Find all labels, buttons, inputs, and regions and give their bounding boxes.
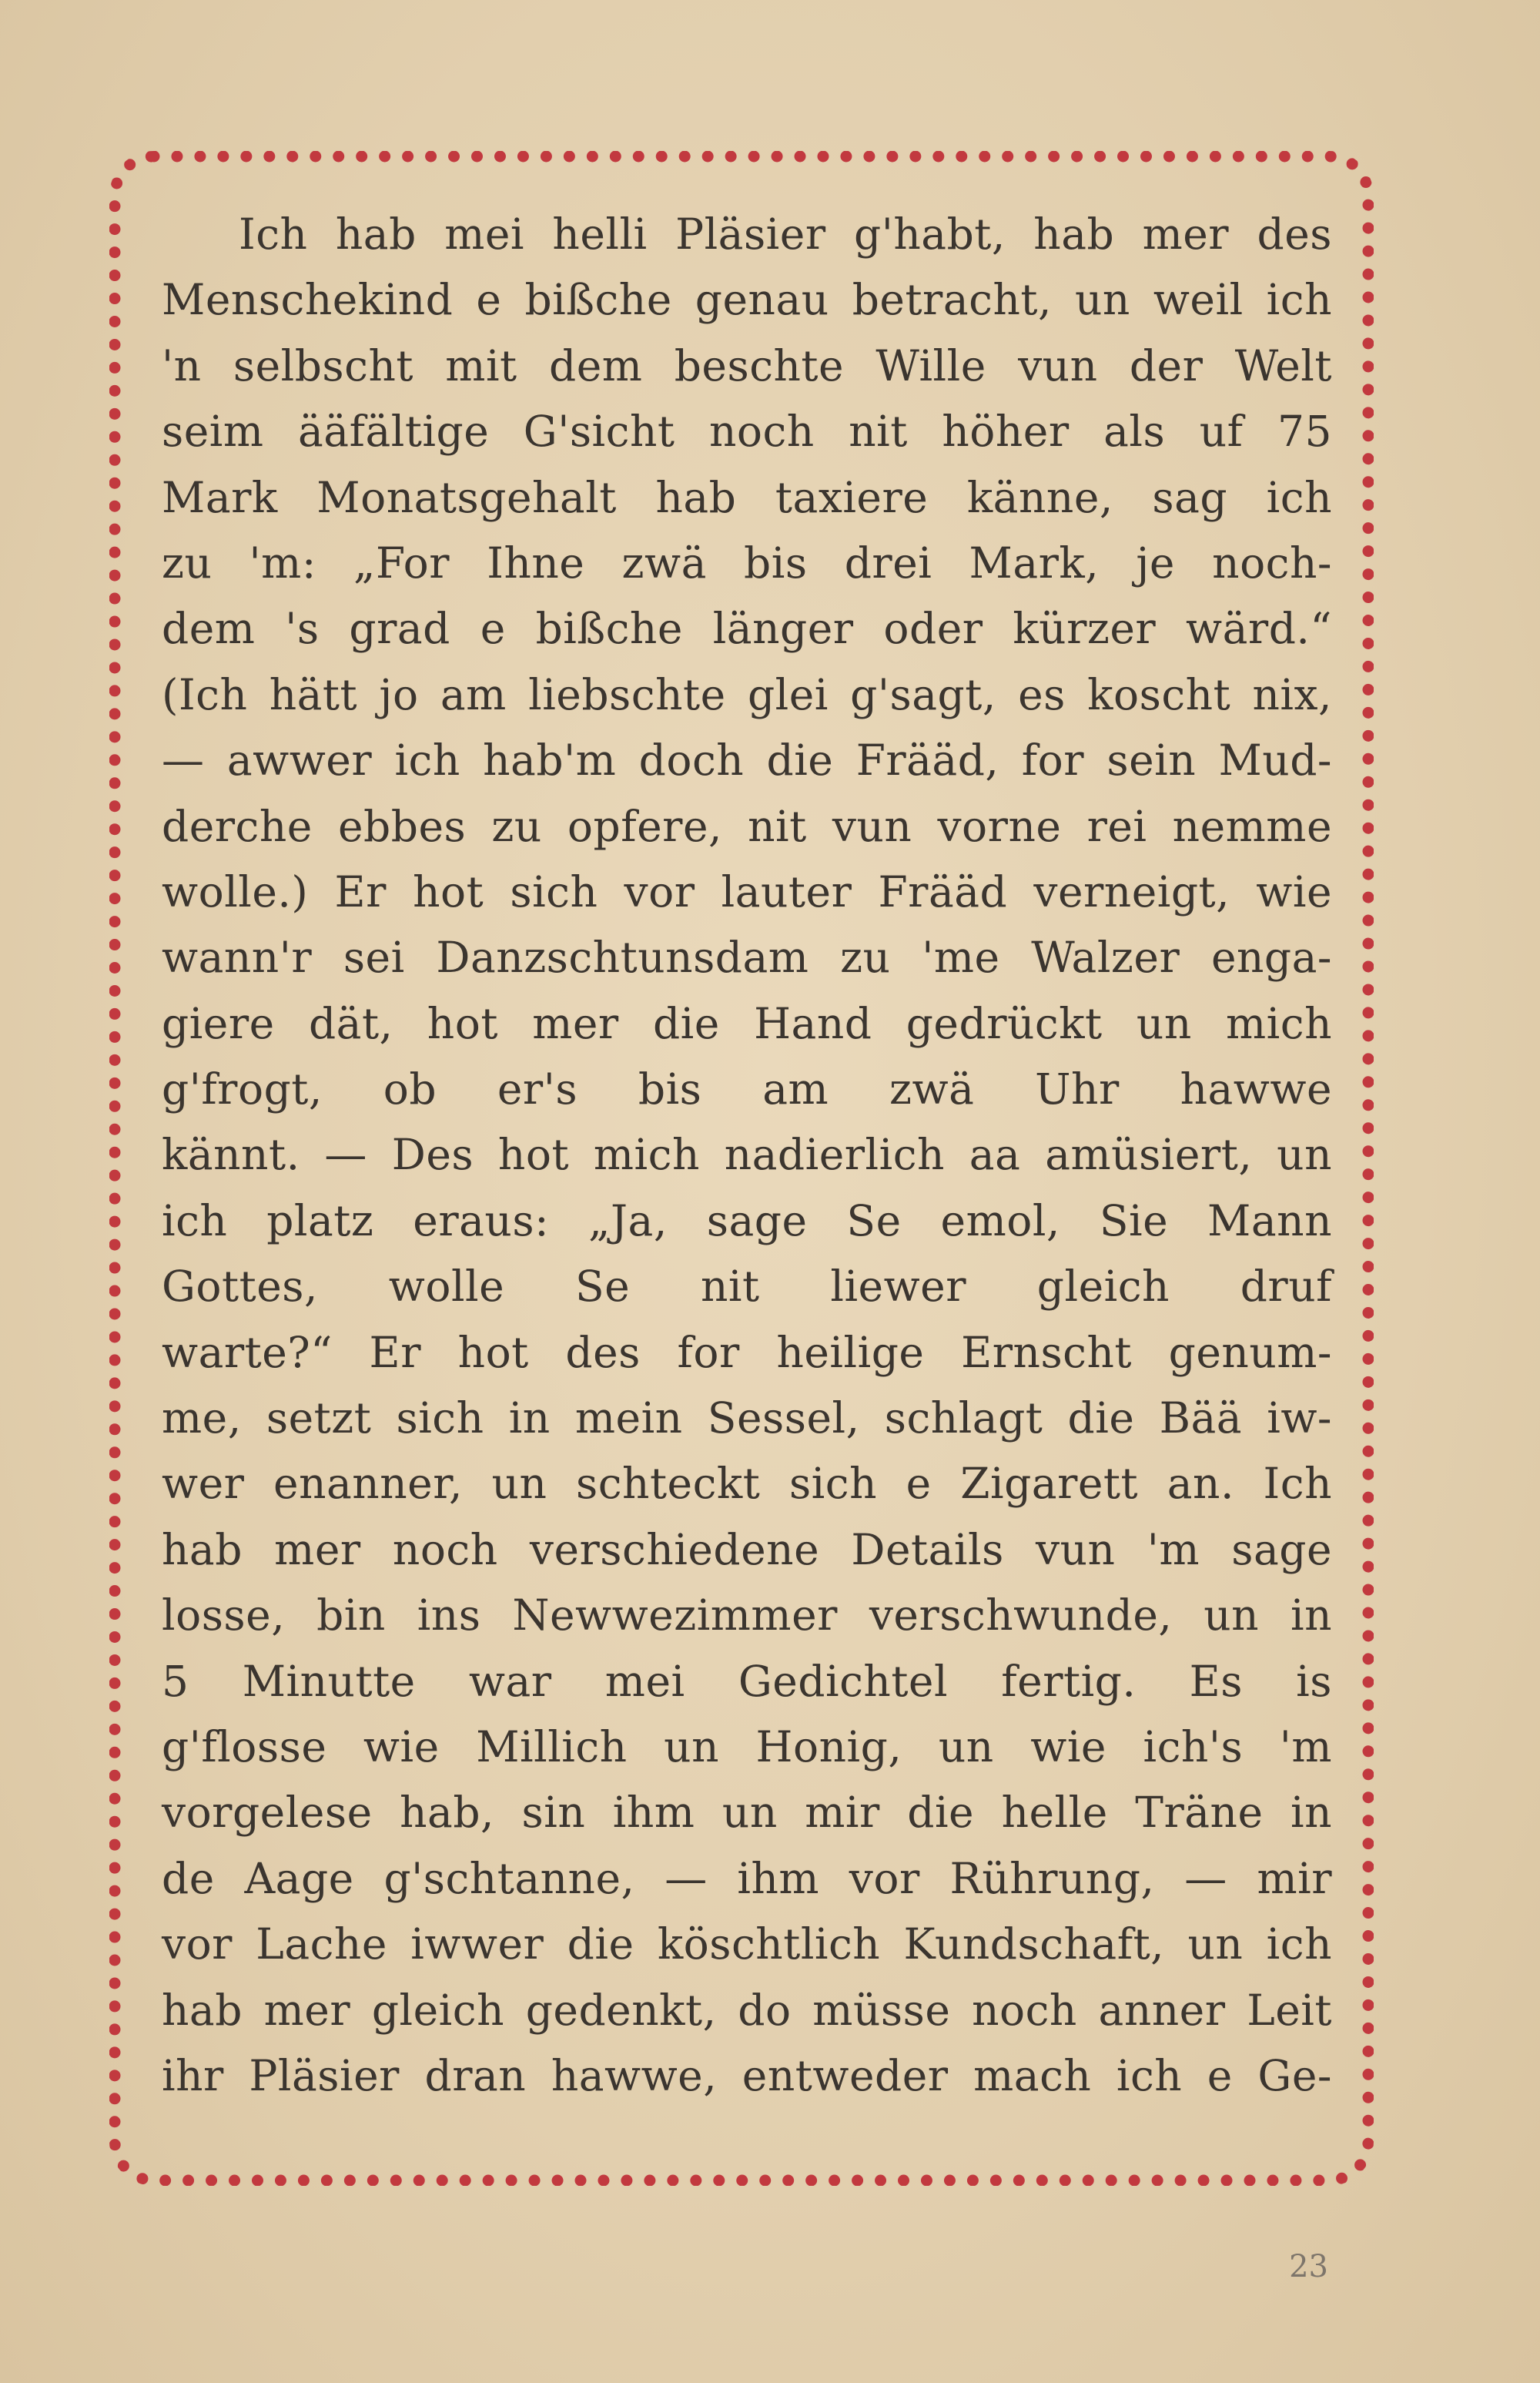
text-line: vor Lache iwwer die köschtlich Kundschaft, un ich <box>162 1919 1332 1969</box>
text-line: derche ebbes zu opfere, nit vun vorne rei nemme <box>162 801 1332 851</box>
text-line: vorgelese hab, sin ihm un mir die helle Träne in <box>162 1788 1332 1838</box>
text-line: Menschekind e bißche genau betracht, un weil ich <box>162 275 1332 325</box>
text-line: wann'r sei Danzschtunsdam zu 'me Walzer enga- <box>162 933 1332 983</box>
text-line: hab mer gleich gedenkt, do müsse noch anner Leit <box>162 1985 1332 2035</box>
text-line: de Aage g'schtanne, — ihm vor Rührung, — mir <box>162 1853 1332 1903</box>
text-line: hab mer noch verschiedene Details vun 'm sage <box>162 1524 1332 1574</box>
text-line: dem 's grad e bißche länger oder kürzer wärd.“ <box>162 604 1332 654</box>
text-line: ich platz eraus: „Ja, sage Se emol, Sie Mann <box>162 1195 1332 1245</box>
text-line: 5 Minutte war mei Gedichtel fertig. Es is <box>162 1656 1332 1706</box>
body-text <box>162 202 1332 2109</box>
text-line: warte?“ Er hot des for heilige Ernscht genum- <box>162 1327 1332 1377</box>
text-line: seim ääfältige G'sicht noch nit höher als uf 75 <box>162 407 1332 457</box>
text-line: kännt. — Des hot mich nadierlich aa amüsiert, un <box>162 1130 1332 1180</box>
text-line: wer enanner, un schteckt sich e Zigarett an. Ich <box>162 1459 1332 1509</box>
page-number: 23 <box>1289 2249 1328 2284</box>
text-line: — awwer ich hab'm doch die Frääd, for sein Mud- <box>162 736 1332 786</box>
text-line: losse, bin ins Newwezimmer verschwunde, un in <box>162 1590 1332 1641</box>
text-line: wolle.) Er hot sich vor lauter Frääd verneigt, wie <box>162 866 1332 917</box>
text-line: Gottes, wolle Se nit liewer gleich druf <box>162 1262 1332 1312</box>
text-line: Ich hab mei helli Pläsier g'habt, hab mer des <box>239 209 1332 259</box>
text-line: g'frogt, ob er's bis am zwä Uhr hawwe <box>162 1064 1332 1114</box>
text-line: ihr Pläsier dran hawwe, entweder mach ich e Ge- <box>162 2050 1332 2100</box>
text-line: g'flosse wie Millich un Honig, un wie ich's 'm <box>162 1721 1332 1771</box>
text-line: Mark Monatsgehalt hab taxiere känne, sag ich <box>162 472 1332 522</box>
text-line: (Ich hätt jo am liebschte glei g'sagt, es koscht nix, <box>162 669 1332 719</box>
text-line: giere dät, hot mer die Hand gedrückt un mich <box>162 998 1332 1048</box>
text-line: zu 'm: „For Ihne zwä bis drei Mark, je noch- <box>162 538 1332 588</box>
text-line: 'n selbscht mit dem beschte Wille vun der Welt <box>162 340 1332 390</box>
text-line: me, setzt sich in mein Sessel, schlagt die Bää iw- <box>162 1393 1332 1443</box>
